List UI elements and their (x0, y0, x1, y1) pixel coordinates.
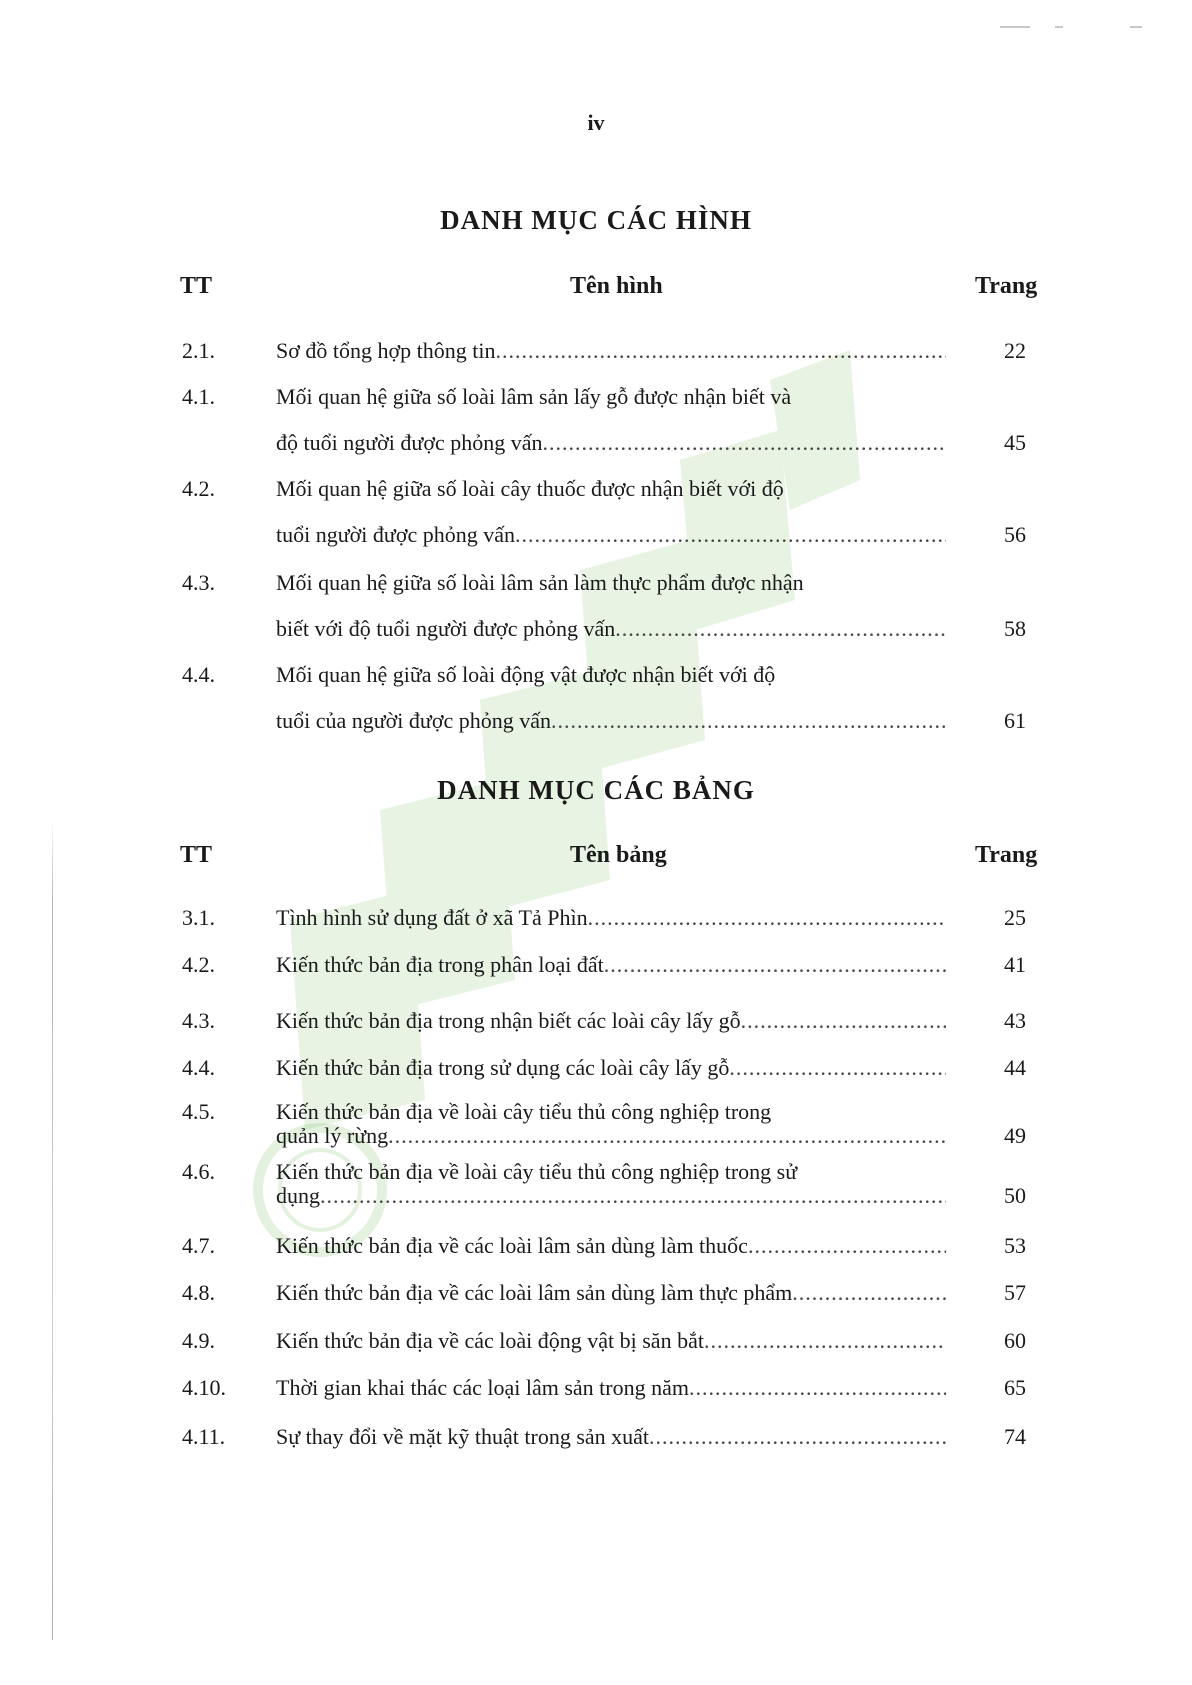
dot-leader (729, 1045, 946, 1091)
figures-col-name: Tên hình (570, 273, 663, 299)
dot-leader (689, 1365, 946, 1411)
figures-row-number: 4.1. (182, 384, 215, 409)
figures-row-title (276, 652, 946, 744)
tables-row-page: 49 (1004, 1123, 1026, 1148)
tables-row-title-line: quản lý rừng (276, 1123, 389, 1148)
figures-col-page: Trang (975, 273, 1038, 299)
figures-row-page: 22 (1004, 338, 1026, 363)
tables-row-page: 65 (1004, 1375, 1026, 1400)
tables-row-page: 57 (1004, 1280, 1026, 1305)
tables-row-page: 53 (1004, 1233, 1026, 1258)
tables-row-title-line: Thời gian khai thác các loại lâm sản trong năm (276, 1375, 689, 1400)
figures-row-title (276, 560, 946, 652)
figures-row-title-line: Mối quan hệ giữa số loài cây thuốc được nhận biết với độ (276, 476, 784, 501)
figures-row-title-line: Mối quan hệ giữa số loài lâm sản làm thực phẩm được nhận (276, 570, 804, 595)
dot-leader (615, 606, 946, 652)
tables-row-title (276, 1414, 946, 1460)
tables-row-title (276, 998, 946, 1044)
dot-leader (649, 1414, 946, 1460)
tables-col-page: Trang (975, 842, 1038, 868)
tables-row-title-line: Kiến thức bản địa về các loài lâm sản dùng làm thực phẩm (276, 1280, 793, 1305)
figures-row-page: 61 (1004, 708, 1026, 733)
tables-row-number: 4.2. (182, 952, 215, 977)
figures-row-title-line: tuổi người được phỏng vấn (276, 522, 515, 547)
figures-row-title-line: độ tuổi người được phỏng vấn (276, 430, 543, 455)
tables-row-title-line: dụng (276, 1183, 320, 1208)
dot-leader (604, 942, 946, 988)
dot-leader (515, 512, 946, 558)
page-number: iv (587, 110, 605, 135)
tables-row-page: 50 (1004, 1183, 1026, 1208)
figures-row-title (276, 328, 946, 374)
dot-leader (748, 1223, 946, 1269)
tables-row-title-line: Kiến thức bản địa về các loài lâm sản dùng làm thuốc (276, 1233, 748, 1258)
figures-row-page: 45 (1004, 430, 1026, 455)
figures-row-title-line: Sơ đồ tổng hợp thông tin (276, 338, 496, 363)
dot-leader (320, 1184, 946, 1208)
tables-row-title-line: Kiến thức bản địa trong sử dụng các loài cây lấy gỗ (276, 1055, 730, 1080)
tables-row-title-line: Kiến thức bản địa về loài cây tiểu thủ công nghiệp trong (276, 1100, 772, 1124)
tables-row-number: 4.11. (182, 1424, 226, 1449)
tables-row-title-line: Kiến thức bản địa trong nhận biết các loài cây lấy gỗ (276, 1008, 741, 1033)
figures-col-tt: TT (180, 273, 213, 299)
dot-leader (542, 420, 946, 466)
dot-leader (792, 1270, 946, 1316)
figures-row-number: 4.4. (182, 662, 215, 687)
tables-row-number: 4.7. (182, 1233, 215, 1258)
tables-row-page: 44 (1004, 1055, 1026, 1080)
scan-edge-line (52, 820, 53, 1640)
scan-speck (1130, 26, 1142, 28)
scan-speck (1055, 26, 1063, 28)
dot-leader (704, 1318, 946, 1364)
tables-title: DANH MỤC CÁC BẢNG (437, 775, 755, 805)
tables-row-page: 25 (1004, 905, 1026, 930)
figures-row-title-line: Mối quan hệ giữa số loài lâm sản lấy gỗ được nhận biết và (276, 384, 792, 409)
figures-row-page: 58 (1004, 616, 1026, 641)
tables-row-title (276, 942, 946, 988)
tables-col-name: Tên bảng (570, 842, 667, 868)
tables-row-title-line: Sự thay đổi về mặt kỹ thuật trong sản xuất (276, 1424, 650, 1449)
figures-row-page: 56 (1004, 522, 1026, 547)
tables-row-number: 4.10. (182, 1375, 226, 1400)
tables-row-page: 74 (1004, 1424, 1026, 1449)
tables-row-page: 41 (1004, 952, 1026, 977)
tables-row-title (276, 1160, 946, 1208)
figures-row-number: 4.3. (182, 570, 215, 595)
tables-row-title-line: Kiến thức bản địa trong phân loại đất (276, 952, 604, 977)
tables-row-title (276, 1365, 946, 1411)
dot-leader (741, 998, 946, 1044)
tables-row-number: 4.6. (182, 1159, 215, 1184)
tables-row-title-line: Kiến thức bản địa về loài cây tiểu thủ công nghiệp trong sử (276, 1160, 798, 1184)
figures-row-number: 4.2. (182, 476, 215, 501)
dot-leader (495, 328, 946, 374)
figures-row-title (276, 374, 946, 466)
tables-col-tt: TT (180, 842, 213, 868)
figures-row-number: 2.1. (182, 338, 215, 363)
dot-leader (588, 895, 946, 941)
figures-row-title-line: Mối quan hệ giữa số loài động vật được nhận biết với độ (276, 662, 776, 687)
tables-row-title-line: Tình hình sử dụng đất ở xã Tả Phìn (276, 905, 588, 930)
tables-row-page: 60 (1004, 1328, 1026, 1353)
tables-row-number: 3.1. (182, 905, 215, 930)
tables-row-number: 4.4. (182, 1055, 215, 1080)
tables-row-number: 4.5. (182, 1099, 215, 1124)
scan-speck (1000, 26, 1030, 28)
figures-row-title-line: biết với độ tuổi người được phỏng vấn (276, 616, 616, 641)
tables-row-title (276, 1270, 946, 1316)
tables-row-number: 4.9. (182, 1328, 215, 1353)
dot-leader (388, 1124, 946, 1148)
tables-row-title (276, 1100, 946, 1148)
figures-row-title (276, 466, 946, 558)
figures-title: DANH MỤC CÁC HÌNH (440, 205, 752, 235)
figures-row-title-line: tuổi của người được phỏng vấn (276, 708, 552, 733)
tables-row-number: 4.3. (182, 1008, 215, 1033)
tables-row-title (276, 895, 946, 941)
dot-leader (551, 698, 946, 744)
tables-row-title (276, 1045, 946, 1091)
tables-row-title (276, 1318, 946, 1364)
tables-row-number: 4.8. (182, 1280, 215, 1305)
tables-row-page: 43 (1004, 1008, 1026, 1033)
tables-row-title-line: Kiến thức bản địa về các loài động vật bị săn bắt (276, 1328, 704, 1353)
tables-row-title (276, 1223, 946, 1269)
